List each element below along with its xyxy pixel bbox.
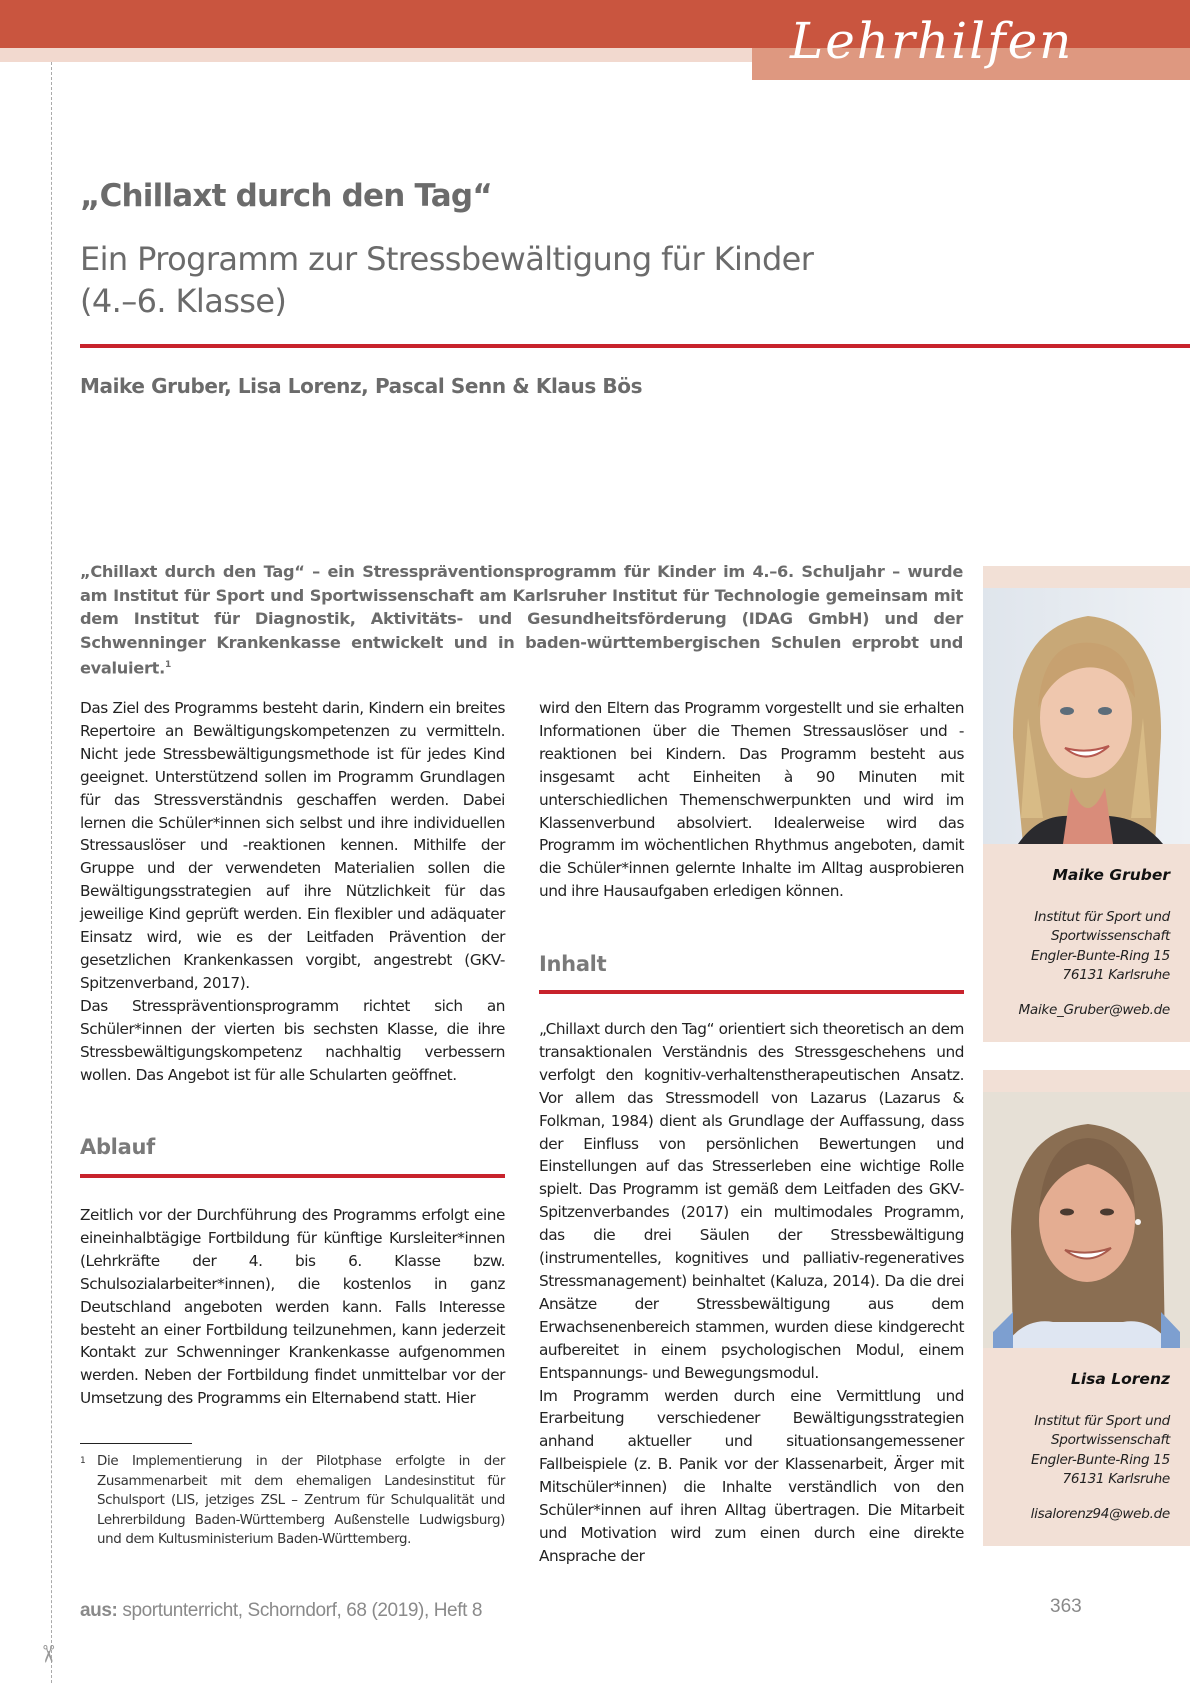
scissors-icon: ✂ xyxy=(34,1643,63,1665)
address-line: Institut für Sport und xyxy=(1034,1413,1170,1429)
portrait-image xyxy=(983,1092,1190,1348)
column-1-ablauf xyxy=(80,1204,505,1410)
paragraph: Das Ziel des Programms besteht darin, Kindern ein breites Repertoire an Bewältigungskompetenzen zu vermitteln. Nicht jede Stressbewältigungsmethode ist für jedes Kind geeignet. Unterstützend sollen im Programm Grundlagen für das Stressverständnis geschaffen werden. Dabei lernen die Schüler*innen sich selbst und ihre individuellen Stressauslöser und -reaktionen kennen. Mithilfe der Gruppe und der verwendeten Materialien sollen die Bewältigungsstrategien auf ihre Nützlichkeit für das jeweilige Kind geprüft werden. Ein flexibler und adäquater Einsatz wird, wie es der Leitfaden Prävention der gesetzlichen Krankenkassen vorgibt, angestrebt (GKV-Spitzenverband, 2017). xyxy=(80,699,505,992)
address-line: 76131 Karlsruhe xyxy=(1062,966,1170,983)
address-line: Sportwissenschaft xyxy=(1050,928,1170,945)
title-rule xyxy=(80,344,1190,348)
article-subtitle xyxy=(80,238,880,322)
author-name: Maike Gruber xyxy=(1052,866,1170,884)
author-card xyxy=(983,566,1190,1042)
author-photo xyxy=(983,588,1190,844)
author-photo xyxy=(983,1092,1190,1348)
subtitle-line: (4.–6. Klasse) xyxy=(80,282,287,320)
heading-rule xyxy=(80,1174,505,1178)
author-email[interactable]: Maike_Gruber@web.de xyxy=(1018,1002,1170,1018)
address-line: Sportwissenschaft xyxy=(1050,1432,1170,1449)
author-email[interactable]: lisalorenz94@web.de xyxy=(1030,1506,1170,1522)
heading-rule xyxy=(539,990,964,994)
paragraph: Zeitlich vor der Durchführung des Programms erfolgt eine eineinhalbtägige Fortbildung für künftige Kursleiter*innen (Lehrkräfte der 4. bis 6. Klasse bzw. Schulsozialarbeiter*innen), die kostenlos in ganz Deutschland angeboten werden kann. Falls Interesse besteht an einer Fortbildung teilzunehmen, kann jederzeit Kontakt zur Schwenninger Krankenkasse aufgenommen werden. Neben der Fortbildung findet unmittelbar vor der Umsetzung des Programms ein Elternabend statt. Hier xyxy=(80,1206,505,1408)
paragraph: Das Stresspräventionsprogramm richtet sich an Schüler*innen der vierten bis sechsten Klasse, die ihre Stressbewältigungskompetenz nachhaltig verbessern wollen. Das Angebot ist für alle Schularten geöffnet. xyxy=(80,996,505,1084)
column-2-inhalt xyxy=(539,1018,964,1568)
cut-line xyxy=(51,62,52,1683)
lead-paragraph xyxy=(80,560,963,680)
paragraph: Im Programm werden durch eine Vermittlung und Erarbeitung verschiedener Bewältigungsstrategien anhand aktueller und situationsangemessener Fallbeispiele (z. B. Panik vor der Klassenarbeit, Ärger mit Mitschüler*innen) die Inhalte verständlich von den Schüler*innen auf ihren Alltag übertragen. Die Mitarbeit und Motivation wird zum einen durch eine direkte Ansprache der xyxy=(539,1386,964,1565)
footnote xyxy=(80,1452,505,1550)
page-number: 363 xyxy=(1050,1596,1082,1617)
paragraph: „Chillaxt durch den Tag“ orientiert sich theoretisch an dem transaktionalen Verständnis des Stressgeschehens und verfolgt den kognitiv-verhaltenstherapeutischen Ansatz. Vor allem das Stressmodell von Lazarus (Lazarus & Folkman, 1984) dient als Grundlage der Auffassung, dass der Einfluss von persönlichen Bewertungen und Einstellungen auf das Stresserleben eine wichtige Rolle spielt. Das Programm ist gemäß dem Leitfaden des GKV-Spitzenverbandes (2017) ein multimodales Programm, das die drei Säulen der Stressbewältigung (instrumentelles, kognitives und palliativ-regeneratives Stressmanagement) beinhaltet (Kaluza, 2014). Da die drei Ansätze der Stressbewältigung aus dem Erwachsenenbereich stammen, wurden diese kindgerecht aufbereitet in einem psychologischen Modul, einem Entspannungs- und Bewegungsmodul. xyxy=(539,1020,964,1382)
address-line: Engler-Bunte-Ring 15 xyxy=(1031,947,1170,964)
column-1-intro xyxy=(80,697,505,1086)
subtitle-line: Ein Programm zur Stressbewältigung für Kinder xyxy=(80,240,814,278)
lead-text: „Chillaxt durch den Tag“ – ein Stresspräventionsprogramm für Kinder im 4.–6. Schuljahr – wurde am Institut für Sport und Sportwissenschaft am Karlsruher Institut für Technologie gemeinsam mit dem Institut für Diagnostik, Aktivitäts- und Gesundheitsförderung (IDAG GmbH) und der Schwenninger Krankenkasse entwickelt und in baden-württembergischen Schulen erprobt und evaluiert. xyxy=(80,562,963,678)
footnote-rule xyxy=(80,1443,192,1444)
article-title: „Chillaxt durch den Tag“ xyxy=(80,178,492,214)
source-citation xyxy=(80,1600,482,1622)
author-card xyxy=(983,1070,1190,1546)
article-authors: Maike Gruber, Lisa Lorenz, Pascal Senn & Klaus Bös xyxy=(80,374,643,398)
footnote-text: Die Implementierung in der Pilotphase erfolgte in der Zusammenarbeit mit dem ehemaligen Landesinstitut für Schulsport (LIS, jetziges ZSL – Zentrum für Schulqualität und Lehrerbildung Baden-Württemberg Außenstelle Ludwigsburg) und dem Kultusministerium Baden-Württemberg. xyxy=(97,1454,505,1547)
address-line: 76131 Karlsruhe xyxy=(1062,1470,1170,1487)
portrait-image xyxy=(983,588,1190,844)
author-name: Lisa Lorenz xyxy=(1070,1370,1170,1388)
address-line: Institut für Sport und xyxy=(1034,909,1170,925)
source-text: sportunterricht, Schorndorf, 68 (2019), Heft 8 xyxy=(117,1600,483,1621)
footnote-ref[interactable]: 1 xyxy=(164,660,171,670)
header-band-light xyxy=(0,48,752,62)
address-line: Engler-Bunte-Ring 15 xyxy=(1031,1451,1170,1468)
paragraph: wird den Eltern das Programm vorgestellt und sie erhalten Informationen über die Themen Stressauslöser und -reaktionen bei Kindern. Das Programm besteht aus insgesamt acht Einheiten à 90 Minuten mit unterschiedlichen Themenschwerpunkten und wird im Klassenverbund absolviert. Idealerweise wird das Programm im wöchentlichen Rhythmus angeboten, damit die Schüler*innen gelernte Inhalte im Alltag ausprobieren und ihre Hausaufgaben erledigen können. xyxy=(539,699,964,901)
footnote-number: 1 xyxy=(80,1456,86,1466)
heading-ablauf: Ablauf xyxy=(80,1135,155,1159)
author-address xyxy=(1031,1412,1170,1489)
heading-inhalt: Inhalt xyxy=(539,952,607,976)
column-2-continuation xyxy=(539,697,964,903)
author-address xyxy=(1031,908,1170,985)
section-label: Lehrhilfen xyxy=(790,12,1074,70)
source-label: aus: xyxy=(80,1600,118,1621)
